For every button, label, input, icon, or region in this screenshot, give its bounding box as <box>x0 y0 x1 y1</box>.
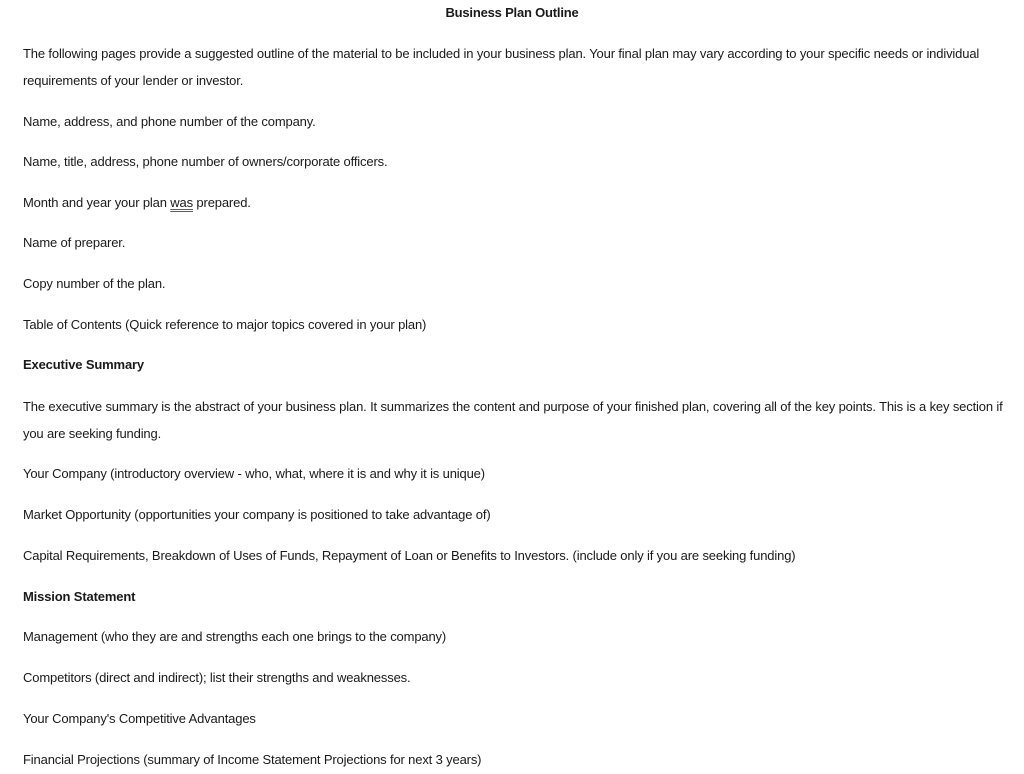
section-heading-mission-statement: Mission Statement <box>23 589 136 604</box>
intro-paragraph: The following pages provide a suggested outline of the material to be included in your business plan. Your final plan may vary according to your specific needs or individual requirements of your lender or investor. <box>23 46 980 88</box>
cover-item-officers-contact: Name, title, address, phone number of owners/corporate officers. <box>23 154 388 169</box>
executive-summary-item: Market Opportunity (opportunities your company is positioned to take advantage of) <box>23 507 491 522</box>
executive-summary-item: Your Company (introductory overview - who, what, where it is and why it is unique) <box>23 466 485 481</box>
cover-item-copy-number: Copy number of the plan. <box>23 276 166 291</box>
cover-item-table-of-contents: Table of Contents (Quick reference to major topics covered in your plan) <box>23 317 427 332</box>
mission-statement-item: Your Company's Competitive Advantages <box>23 711 256 726</box>
executive-summary-item: Capital Requirements, Breakdown of Uses of Funds, Repayment of Loan or Benefits to Investors. (include only if you are seeking funding) <box>23 548 796 563</box>
month-year-text-after: prepared. <box>192 195 251 210</box>
cover-item-company-contact: Name, address, and phone number of the company. <box>23 114 316 129</box>
spellcheck-flagged-word[interactable]: was <box>170 195 193 210</box>
executive-summary-description: The executive summary is the abstract of your business plan. It summarizes the content and purpose of your finished plan, covering all of the key points. This is a key section if you are seeking funding. <box>23 399 1003 441</box>
document-title: Business Plan Outline <box>445 5 579 20</box>
month-year-text-before: Month and year your plan <box>23 195 171 210</box>
mission-statement-item: Management (who they are and strengths each one brings to the company) <box>23 629 447 644</box>
section-heading-executive-summary: Executive Summary <box>23 357 145 372</box>
mission-statement-item: Financial Projections (summary of Income Statement Projections for next 3 years) <box>23 752 482 767</box>
cover-item-month-year <box>23 189 1008 216</box>
mission-statement-item: Competitors (direct and indirect); list their strengths and weaknesses. <box>23 670 411 685</box>
cover-item-preparer: Name of preparer. <box>23 235 126 250</box>
